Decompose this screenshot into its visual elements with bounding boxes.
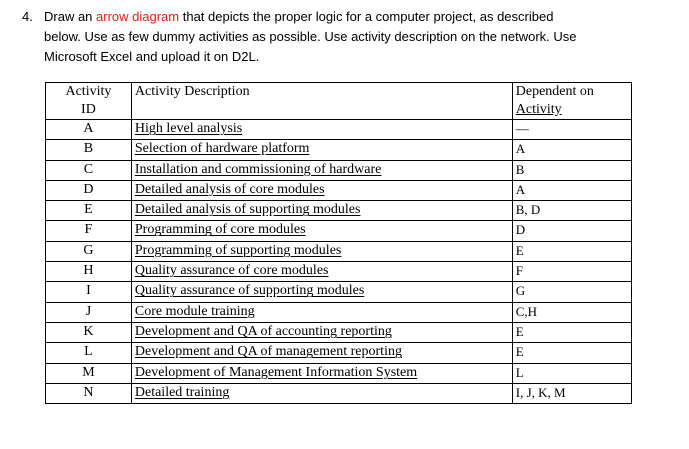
activity-description-text: Detailed analysis of supporting modules xyxy=(134,202,361,218)
activity-id-cell: H xyxy=(46,262,132,282)
table-row xyxy=(46,363,632,383)
activity-description-text: Core module training xyxy=(134,303,255,319)
dependent-activity-cell: B, D xyxy=(512,201,631,221)
activity-description-text: Programming of core modules xyxy=(134,222,306,238)
question-text xyxy=(22,7,662,67)
activity-id-cell: L xyxy=(46,343,132,363)
question-text-rest: that depicts the proper logic for a computer project, as described xyxy=(179,9,554,24)
activity-id-cell: M xyxy=(46,363,132,383)
table-body xyxy=(46,120,632,404)
activity-description-text: Selection of hardware platform xyxy=(134,141,310,157)
activity-description-cell xyxy=(131,302,512,322)
dependent-activity-cell: — xyxy=(512,120,631,140)
table-row xyxy=(46,120,632,140)
header-activity-id xyxy=(46,83,132,120)
dependent-activity-cell: E xyxy=(512,343,631,363)
activity-description-cell xyxy=(131,241,512,261)
table-row xyxy=(46,343,632,363)
activity-id-cell: E xyxy=(46,201,132,221)
activity-description-cell xyxy=(131,262,512,282)
activity-description-cell xyxy=(131,221,512,241)
activity-description-text: High level analysis xyxy=(134,121,243,136)
table-row xyxy=(46,383,632,403)
activity-description-text: Quality assurance of core modules xyxy=(134,263,329,279)
dependent-activity-cell: D xyxy=(512,221,631,241)
question-line-2: below. Use as few dummy activities as possible. Use activity description on the network. Use xyxy=(44,29,577,44)
activity-description-text: Detailed analysis of core modules xyxy=(134,181,325,197)
table-row xyxy=(46,241,632,261)
activity-id-cell: I xyxy=(46,282,132,302)
activity-description-cell xyxy=(131,180,512,200)
header-dependent-line1: Dependent on xyxy=(515,84,594,99)
table-header-row xyxy=(46,83,632,120)
table-row xyxy=(46,140,632,160)
question-text-start: Draw an xyxy=(44,9,97,24)
activity-id-cell: F xyxy=(46,221,132,241)
dependent-activity-cell: E xyxy=(512,241,631,261)
dependent-activity-cell: B xyxy=(512,160,631,180)
question-line-1 xyxy=(22,7,662,27)
dependent-activity-cell: L xyxy=(512,363,631,383)
activity-description-text: Quality assurance of supporting modules xyxy=(134,283,365,299)
activity-description-cell xyxy=(131,363,512,383)
activity-id-cell: D xyxy=(46,180,132,200)
activity-description-cell xyxy=(131,322,512,342)
activity-id-cell: C xyxy=(46,160,132,180)
table-row xyxy=(46,322,632,342)
activity-description-text: Development and QA of accounting reporting xyxy=(134,323,392,339)
activity-table xyxy=(45,82,632,404)
dependent-activity-cell: A xyxy=(512,140,631,160)
activity-description-cell xyxy=(131,120,512,140)
table-row xyxy=(46,262,632,282)
question-line-3: Microsoft Excel and upload it on D2L. xyxy=(44,49,260,64)
activity-id-cell: B xyxy=(46,140,132,160)
header-activity-id-line2: ID xyxy=(81,102,96,117)
activity-id-cell: N xyxy=(46,383,132,403)
table-row xyxy=(46,160,632,180)
dependent-activity-cell: G xyxy=(512,282,631,302)
activity-description-text: Development of Management Information System xyxy=(134,364,418,380)
activity-description-cell xyxy=(131,201,512,221)
table-row xyxy=(46,282,632,302)
table-row xyxy=(46,180,632,200)
header-activity-description: Activity Description xyxy=(131,83,512,120)
activity-description-cell xyxy=(131,383,512,403)
activity-id-cell: J xyxy=(46,302,132,322)
header-dependent-line2: Activity xyxy=(515,102,562,117)
activity-id-cell: K xyxy=(46,322,132,342)
activity-description-cell xyxy=(131,282,512,302)
dependent-activity-cell: E xyxy=(512,322,631,342)
question-number: 4. xyxy=(22,9,33,24)
activity-description-text: Development and QA of management reporting xyxy=(134,344,402,360)
header-activity-id-line1: Activity xyxy=(65,84,112,99)
activity-description-text: Programming of supporting modules xyxy=(134,242,342,258)
activity-description-text: Installation and commissioning of hardware xyxy=(134,161,382,177)
table-row xyxy=(46,201,632,221)
arrow-diagram-highlight: arrow diagram xyxy=(96,9,180,24)
dependent-activity-cell: A xyxy=(512,180,631,200)
activity-id-cell: A xyxy=(46,120,132,140)
header-dependent-on xyxy=(512,83,631,120)
activity-description-cell xyxy=(131,343,512,363)
activity-description-cell xyxy=(131,140,512,160)
dependent-activity-cell: C,H xyxy=(512,302,631,322)
activity-id-cell: G xyxy=(46,241,132,261)
activity-description-cell xyxy=(131,160,512,180)
table-row xyxy=(46,302,632,322)
table-row xyxy=(46,221,632,241)
dependent-activity-cell: F xyxy=(512,262,631,282)
dependent-activity-cell: I, J, K, M xyxy=(512,383,631,403)
activity-description-text: Detailed training xyxy=(134,384,230,400)
